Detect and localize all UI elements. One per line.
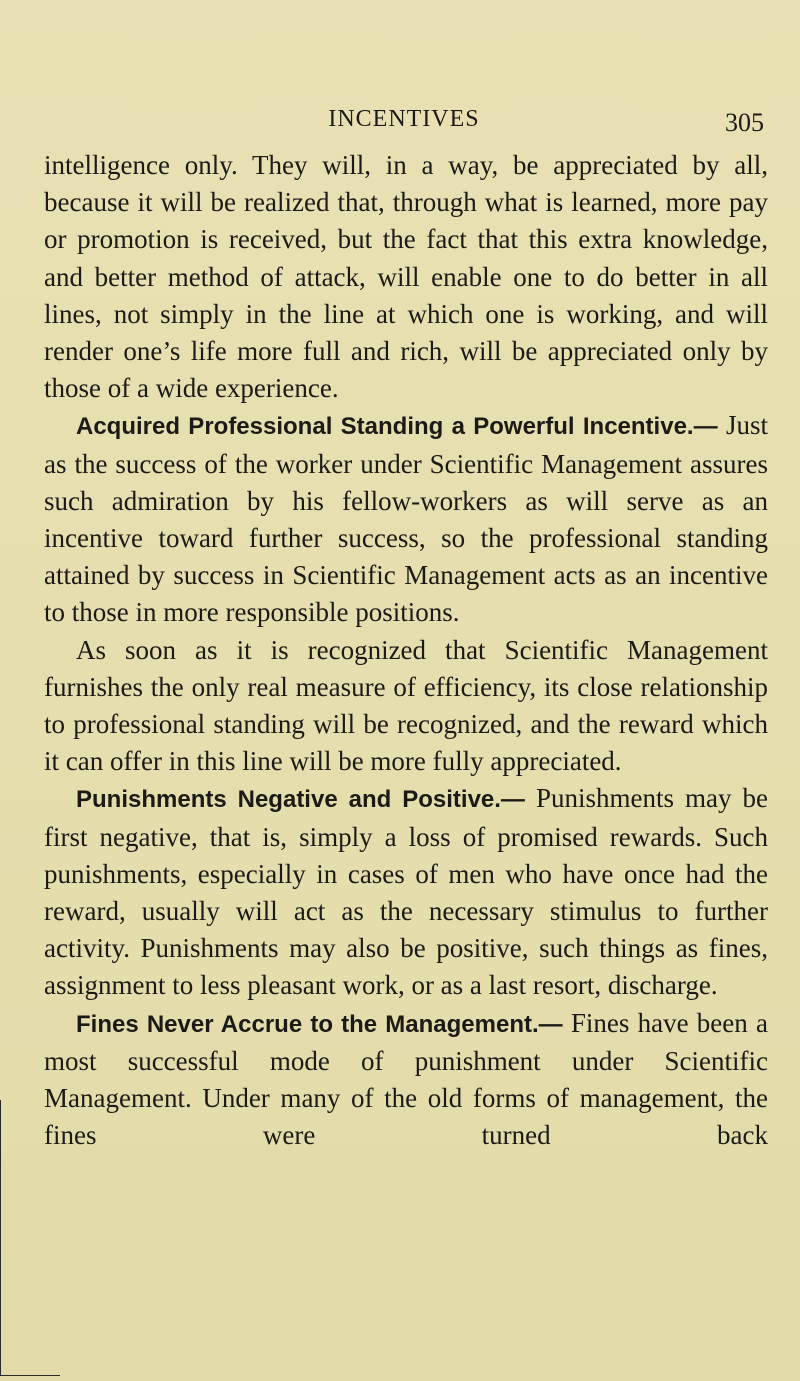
paragraph-3 [44, 632, 768, 781]
paragraph-1-text: intelligence only. They will, in a way, be appreciated by all, because it will be realized that, through what is learned, more pay or promotion is received, but the fact that this extra knowledge, and better method of attack, will enable one to do better in all lines, not simply in the line at which one is working, and will render one’s life more full and rich, will be appreciated only by those of a wide experience. [44, 150, 768, 404]
section-heading-punishments: Punishments Negative and Positive.— [76, 786, 525, 814]
paragraph-5 [44, 1005, 768, 1155]
paragraph-1 [44, 147, 768, 407]
paragraph-5-text: Fines have been a most successful mode of punishment under Scientific Management. Under many of the old forms of management, the fines were turned back [44, 1007, 768, 1151]
paragraph-4-text: Punishments may be first negative, that is, simply a loss of promised rewards. Such punishments, especially in cases of men who have once had the reward, usually will act as the necessary stimulus to further activity. Punishments may also be positive, such things as fines, assignment to less pleasant work, or as a last resort, discharge. [44, 783, 768, 1001]
paragraph-3-text: As soon as it is recognized that Scientific Management furnishes the only real measure of efficiency, its close relationship to professional standing will be recognized, and the reward which it can offer in this line will be more fully appreciated. [44, 634, 768, 777]
scan-edge-line-bottom [0, 1375, 60, 1376]
scan-edge-line [0, 1100, 1, 1375]
page-header [44, 104, 764, 140]
paragraph-2-text: Just as the success of the worker under Scientific Management assures such admiration by his fellow-workers as will serve as an incentive toward further success, so the professional standing attained by success in Scientific Management acts as an incentive to those in more responsible positions. [44, 410, 768, 628]
section-heading-professional-standing: Acquired Professional Standing a Powerful Incentive.— [76, 413, 718, 441]
paragraph-2 [44, 407, 768, 631]
running-head: INCENTIVES [328, 106, 480, 132]
paragraph-4 [44, 780, 768, 1004]
body-text [44, 147, 768, 1154]
section-heading-fines: Fines Never Accrue to the Management.— [76, 1010, 563, 1038]
page-number: 305 [725, 108, 764, 137]
